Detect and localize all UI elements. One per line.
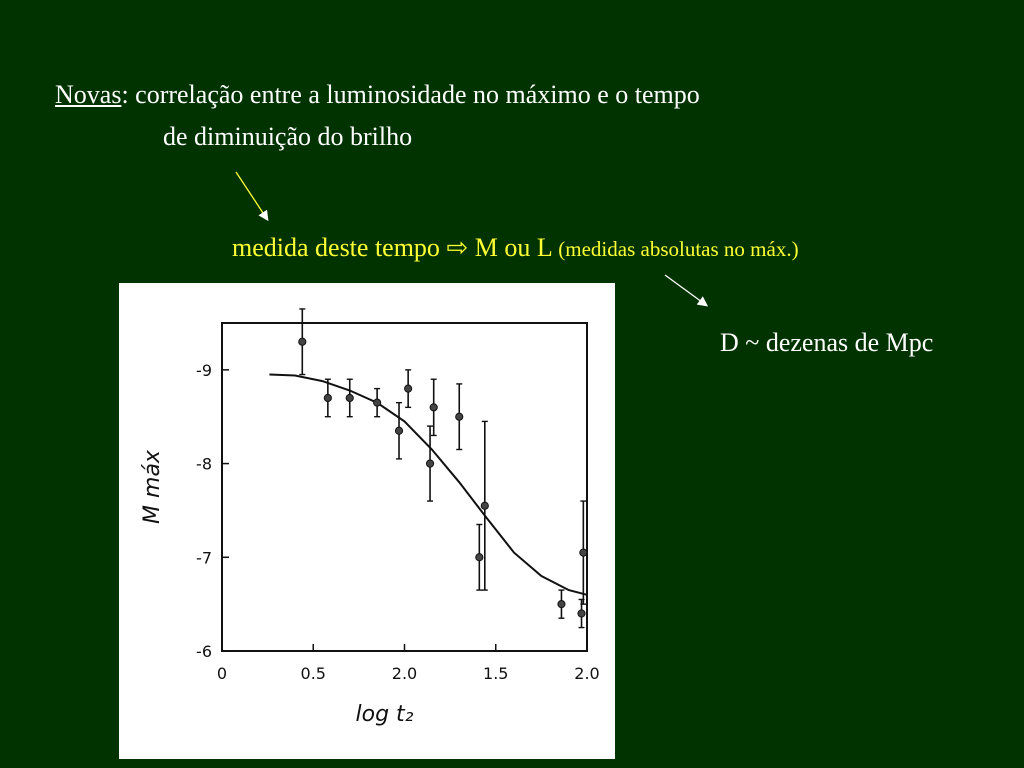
title-novas: Novas bbox=[55, 80, 122, 109]
measure-text: medida deste tempo bbox=[232, 233, 440, 262]
title-line-1-rest: : correlação entre a luminosidade no máximo e o tempo bbox=[121, 80, 700, 109]
data-point bbox=[299, 338, 306, 345]
measure-line bbox=[232, 233, 799, 263]
data-point bbox=[580, 549, 587, 556]
data-point bbox=[456, 413, 463, 420]
data-point bbox=[558, 601, 565, 608]
data-point bbox=[578, 610, 585, 617]
y-tick-label: -7 bbox=[196, 548, 212, 568]
data-point bbox=[324, 394, 331, 401]
data-point bbox=[430, 404, 437, 411]
y-tick-label: -8 bbox=[196, 454, 212, 474]
fit-curve bbox=[269, 375, 587, 595]
chart-panel bbox=[119, 283, 615, 759]
measure-note: (medidas absolutas no máx.) bbox=[558, 237, 799, 261]
data-point bbox=[346, 394, 353, 401]
y-tick-label: -9 bbox=[196, 360, 212, 380]
measure-result: M ou L bbox=[474, 233, 552, 262]
data-point bbox=[481, 502, 488, 509]
x-axis-label: log t₂ bbox=[355, 702, 414, 727]
data-point bbox=[426, 460, 433, 467]
title-line-2: de diminuição do brilho bbox=[163, 122, 413, 151]
plot-frame bbox=[222, 323, 587, 651]
arrow-to-measure bbox=[236, 172, 267, 219]
y-axis-label: M máx bbox=[140, 450, 165, 524]
x-tick-label: 1.5 bbox=[483, 664, 509, 683]
arrow-to-distance bbox=[665, 275, 706, 305]
data-point bbox=[374, 399, 381, 406]
distance-text: D ~ dezenas de Mpc bbox=[720, 328, 934, 357]
x-tick-label: 2.0 bbox=[574, 664, 600, 683]
double-arrow-icon: ⇨ bbox=[446, 233, 469, 262]
data-point bbox=[405, 385, 412, 392]
y-tick-label: -6 bbox=[196, 642, 212, 661]
x-tick-label: 2.0 bbox=[391, 664, 418, 683]
x-tick-label: 0 bbox=[216, 664, 228, 683]
scatter-chart bbox=[119, 283, 615, 759]
x-tick-label: 0.5 bbox=[300, 664, 326, 683]
data-point bbox=[476, 554, 483, 561]
data-point bbox=[395, 427, 402, 434]
